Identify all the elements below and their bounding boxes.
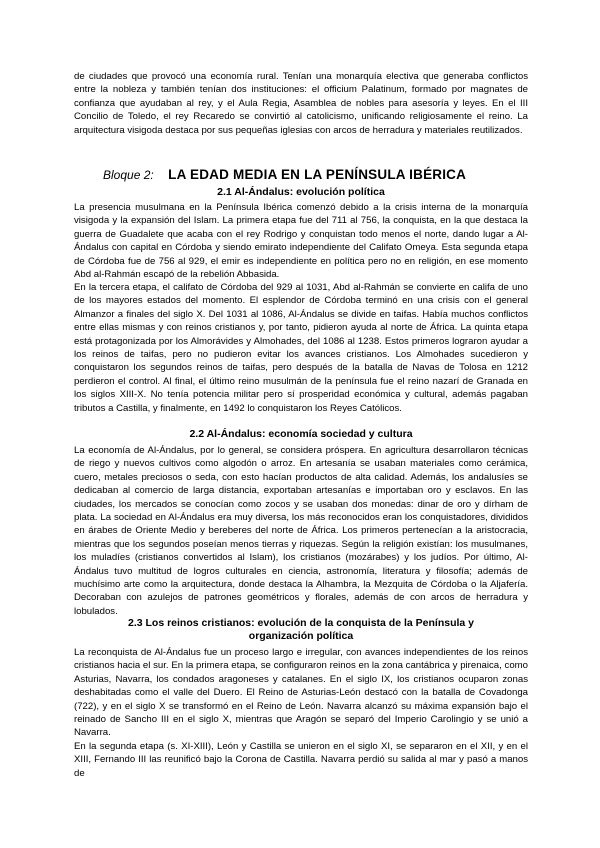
block-title: LA EDAD MEDIA EN LA PENÍNSULA IBÉRICA (168, 167, 467, 182)
section-2-2-paragraph-1: La economía de Al-Ándalus, por lo general, se considera próspera. En agricultura desarrollaron técnicas de riego y nuevos cultivos como algodón o arroz. En artesanía se usaban materiales como cerámica, cuero, metales preciosos o seda, con esto hacían productos de alta calidad. Además, los andalusíes se dedicaban al comercio de larga distancia, exportaban artesanías e importaban oro y esclavos. En las ciudades, los mercados se conocían como zocos y se usaban dos monedas: dinar de oro y dírham de plata. La sociedad en Al-Ándalus era muy diversa, los más reconocidos eran los conquistadores, divididos en árabes de Oriente Medio y bereberes del norte de África. Los primeros pertenecían a la aristocracia, mientras que los segundos poseían menos tierras y riquezas. Según la religión existían: los musulmanes, los muladíes (cristianos convertidos al Islam), los cristianos (mozárabes) y los judíos. Por último, Al-Ándalus tuvo multitud de logros culturales en ciencia, astronomía, literatura y filosofía; además de muchísimo arte como la arquitectura, donde destaca la Alhambra, la Mezquita de Córdoba o la Aljafería. Decoraban con azulejos de patrones geométricos y florales, además de con arcos de herradura y lobulados. (74, 445, 528, 617)
section-2-1-paragraph-1: La presencia musulmana en la Península Ibérica comenzó debido a la crisis interna de la monarquía visigoda y la expansión del Islam. La primera etapa fue del 711 al 756, la conquista, en la que destaca la guerra de Guadalete que acaba con el rey Rodrigo y conquistan todo menos el norte, dando lugar a Al-Ándalus con capital en Córdoba y siendo emirato independiente del Califato Omeya. Esta segunda etapa de Córdoba fue de 756 al 929, el emir es independiente en política pero no en religión, en ese momento Abd al-Rahmán escapó de la rebelión Abbasida. (74, 202, 528, 281)
section-heading-2-3: 2.3 Los reinos cristianos: evolución de la conquista de la Península y organización política (127, 617, 475, 643)
section-heading-2-1: 2.1 Al-Ándalus: evolución política (217, 186, 385, 198)
block-heading (103, 166, 466, 184)
block-label: Bloque 2: (103, 168, 154, 182)
section-2-1-paragraph-2: En la tercera etapa, el califato de Córdoba del 929 al 1031, Abd al-Rahmán se convierte en califa de uno de los mayores estados del momento. El esplendor de Córdoba terminó en una crisis con el general Almanzor a finales del siglo X. Del 1031 al 1086, Al-Ándalus se divide en taifas. Había muchos conflictos entre ellas mismas y con reinos cristianos y, por tanto, pidieron ayuda al norte de África. La quinta etapa está protagonizada por los Almorávides y Almohades, del 1086 al 1238. Estos primeros lograron ayudar a los reinos de taifas, pero no pudieron evitar los avances cristianos. Los Almohades sucedieron y conquistaron los segundos reinos de taifas, pero después de la batalla de Navas de Tolosa en 1212 perdieron el control. Al final, el último reino musulmán de la península fue el reino nazarí de Granada en los siglos XIII-X. No tenía potencia militar pero sí prosperidad económica y cultural, además pagaban tributos a Castilla, y finalmente, en 1492 lo conquistaron los Reyes Católicos. (74, 282, 528, 414)
intro-paragraph: de ciudades que provocó una economía rural. Tenían una monarquía electiva que generaba conflictos entre la nobleza y también tenían dos instituciones: el officium Palatinum, formado por magnates de confianza que ayudaban al rey, y el Aula Regia, Asamblea de nobles para asesoría y leyes. En el III Concilio de Toledo, el rey Recaredo se convirtió al catolicismo, unificando religiosamente el reino. La arquitectura visigoda destaca por sus pequeñas iglesias con arcos de herradura y materiales reutilizados. (74, 71, 528, 136)
section-2-3-paragraph-1: La reconquista de Al-Ándalus fue un proceso largo e irregular, con avances independientes de los reinos cristianos hacia el sur. En la primera etapa, se configuraron reinos en la zona cantábrica y pirenaica, como Asturias, Navarra, los condados aragoneses y catalanes. En el siglo IX, los cristianos ocuparon zonas deshabitadas como el valle del Duero. El Reino de Asturias-León destacó con la batalla de Covadonga (722), y en el siglo X se transformó en el Reino de León. Navarra alcanzó su máxima expansión bajo el reinado de Sancho III en el siglo X, mientras que Aragón se separó del Imperio Carolingio y se unió a Navarra. (74, 647, 528, 739)
section-heading-2-2: 2.2 Al-Ándalus: economía sociedad y cultura (189, 428, 413, 440)
section-2-3-paragraph-2: En la segunda etapa (s. XI-XIII), León y Castilla se unieron en el siglo XI, se separaron en el XII, y en el XIII, Fernando III las reunificó bajo la Corona de Castilla. Navarra perdió su salida al mar y pasó a manos de (74, 741, 528, 779)
